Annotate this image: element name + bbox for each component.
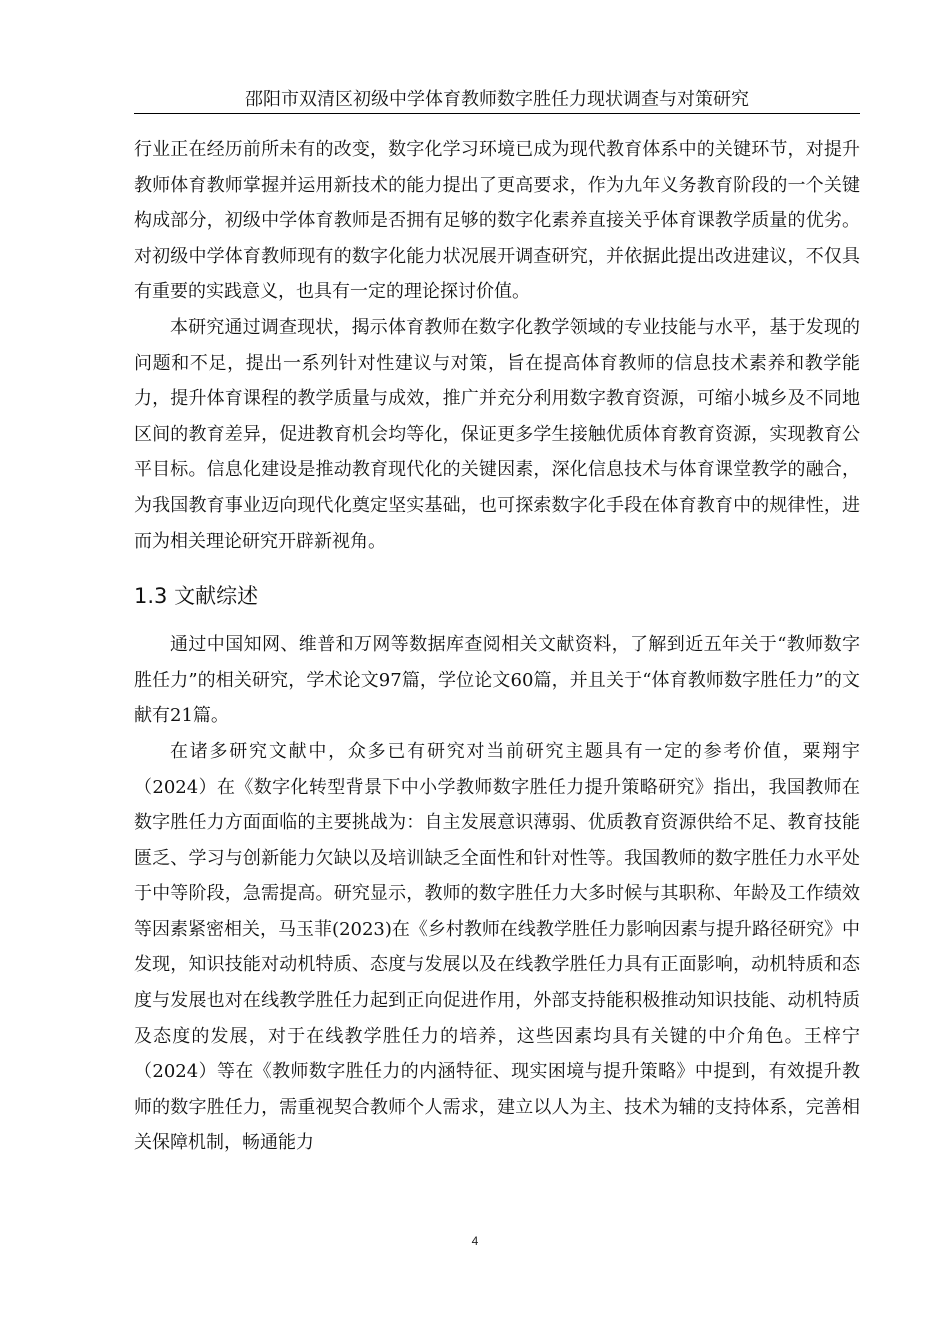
paragraph: 在诸多研究文献中，众多已有研究对当前研究主题具有一定的参考价值，粟翔宇（2024）在《数字化转型背景下中小学教师数字胜任力提升策略研究》指出，我国教师在数字胜任力方面面临的主要挑战为：自主发展意识薄弱、优质教育资源供给不足、教育技能匮乏、学习与创新能力欠缺以及培训缺乏全面性和针对性等。我国教师的数字胜任力水平处于中等阶段，急需提高。研究显示，教师的数字胜任力大多时候与其职称、年龄及工作绩效等因素紧密相关，马玉菲(2023)在《乡村教师在线教学胜任力影响因素与提升路径研究》中发现，知识技能对动机特质、态度与发展以及在线教学胜任力具有正面影响，动机特质和态度与发展也对在线教学胜任力起到正向促进作用，外部支持能积极推动知识技能、动机特质及态度的发展，对于在线教学胜任力的培养，这些因素均具有关键的中介角色。王梓宁（2024）等在《教师数字胜任力的内涵特征、现实困境与提升策略》中提到，有效提升教师的数字胜任力，需重视契合教师个人需求，建立以人为主、技术为辅的支持体系，完善相关保障机制，畅通能力 (134, 740, 860, 1154)
running-header-title: 邵阳市双清区初级中学体育教师数字胜任力现状调查与对策研究 (245, 89, 749, 110)
paragraph: 本研究通过调查现状，揭示体育教师在数字化教学领域的专业技能与水平，基于发现的问题和不足，提出一系列针对性建议与对策，旨在提高体育教师的信息技术素养和教学能力，提升体育课程的教学质量与成效，推广并充分利用数字教育资源，可缩小城乡及不同地区间的教育差异，促进教育机会均等化，保证更多学生接触优质体育教育资源，实现教育公平目标。信息化建设是推动教育现代化的关键因素，深化信息技术与体育课堂教学的融合，为我国教育事业迈向现代化奠定坚实基础，也可探索数字化手段在体育教育中的规律性，进而为相关理论研究开辟新视角。 (134, 316, 860, 552)
body-text (134, 132, 860, 1161)
paragraph: 通过中国知网、维普和万网等数据库查阅相关文献资料，了解到近五年关于“教师数字胜任力”的相关研究，学术论文97篇，学位论文60篇，并且关于“体育教师数字胜任力”的文献有21篇。 (134, 634, 860, 727)
paragraph: 行业正在经历前所未有的改变，数字化学习环境已成为现代教育体系中的关键环节，对提升教师体育教师掌握并运用新技术的能力提出了更高要求，作为九年义务教育阶段的一个关键构成部分，初级中学体育教师是否拥有足够的数字化素养直接关乎体育课教学质量的优劣。对初级中学体育教师现有的数字化能力状况展开调查研究，并依据此提出改进建议，不仅具有重要的实践意义，也具有一定的理论探讨价值。 (134, 139, 860, 303)
header-rule (134, 113, 860, 114)
section-heading: 1.3 文献综述 (134, 584, 259, 609)
page-number: 4 (471, 1234, 479, 1248)
